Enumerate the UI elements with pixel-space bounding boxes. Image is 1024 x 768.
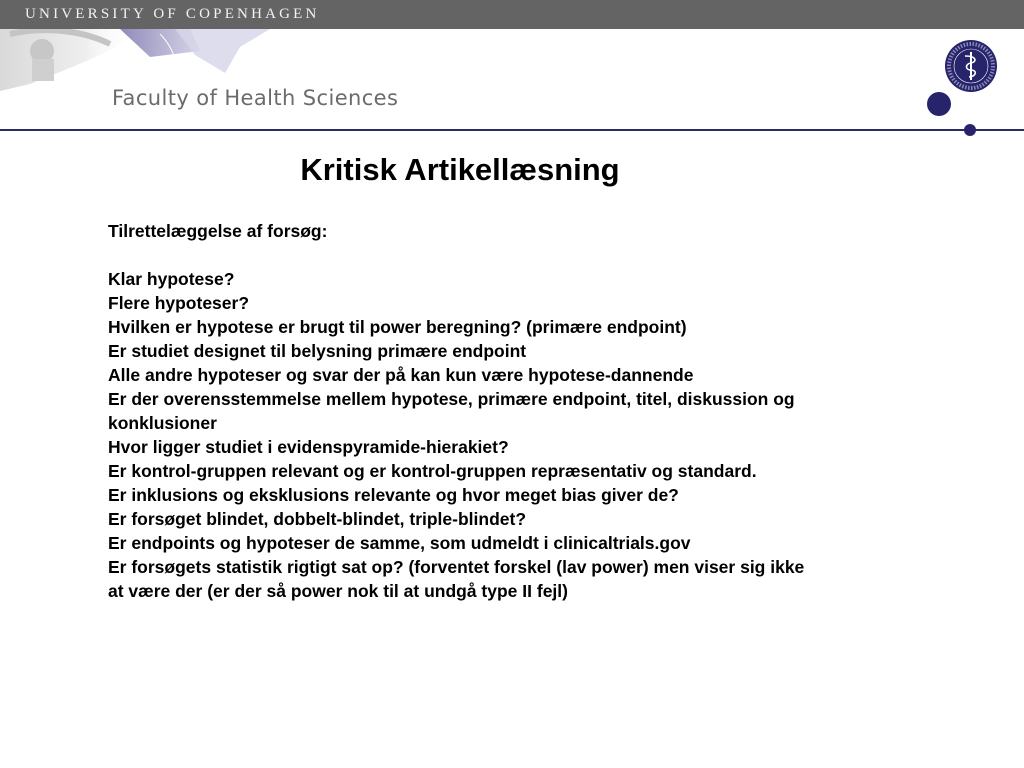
body-line: Flere hypoteser? <box>108 293 250 313</box>
body-line: konklusioner <box>108 413 217 433</box>
section-heading: Tilrettelæggelse af forsøg: <box>108 221 328 241</box>
decorative-dot-small <box>964 124 976 136</box>
university-seal-banner-image <box>0 29 300 91</box>
body-line: Hvor ligger studiet i evidenspyramide-hierakiet? <box>108 437 509 457</box>
header-divider-line <box>0 129 1024 131</box>
body-line: Er forsøgets statistik rigtigt sat op? (forventet forskel (lav power) men viser sig ikke <box>108 557 805 577</box>
faculty-name: Faculty of Health Sciences <box>112 86 399 110</box>
body-line: Er studiet designet til belysning primære endpoint <box>108 341 527 361</box>
body-line: at være der (er der så power nok til at undgå type II fejl) <box>108 581 568 601</box>
body-line: Alle andre hypoteser og svar der på kan kun være hypotese-dannende <box>108 365 694 385</box>
faculty-seal-logo <box>945 40 997 92</box>
body-line: Klar hypotese? <box>108 269 235 289</box>
spacer <box>108 243 908 267</box>
body-line: Er kontrol-gruppen relevant og er kontrol-gruppen repræsentativ og standard. <box>108 461 757 481</box>
body-line: Er inklusions og eksklusions relevante og hvor meget bias giver de? <box>108 485 679 505</box>
university-name: UNIVERSITY OF COPENHAGEN <box>25 6 320 22</box>
body-line: Hvilken er hypotese er brugt til power beregning? (primære endpoint) <box>108 317 687 337</box>
slide-body <box>108 219 908 603</box>
decorative-dot-large <box>927 92 951 116</box>
body-line: Er endpoints og hypoteser de samme, som udmeldt i clinicaltrials.gov <box>108 533 691 553</box>
slide-title: Kritisk Artikellæsning <box>300 152 620 187</box>
university-header-bar <box>0 0 1024 29</box>
body-line: Er forsøget blindet, dobbelt-blindet, triple-blindet? <box>108 509 527 529</box>
body-line: Er der overensstemmelse mellem hypotese, primære endpoint, titel, diskussion og <box>108 389 795 409</box>
